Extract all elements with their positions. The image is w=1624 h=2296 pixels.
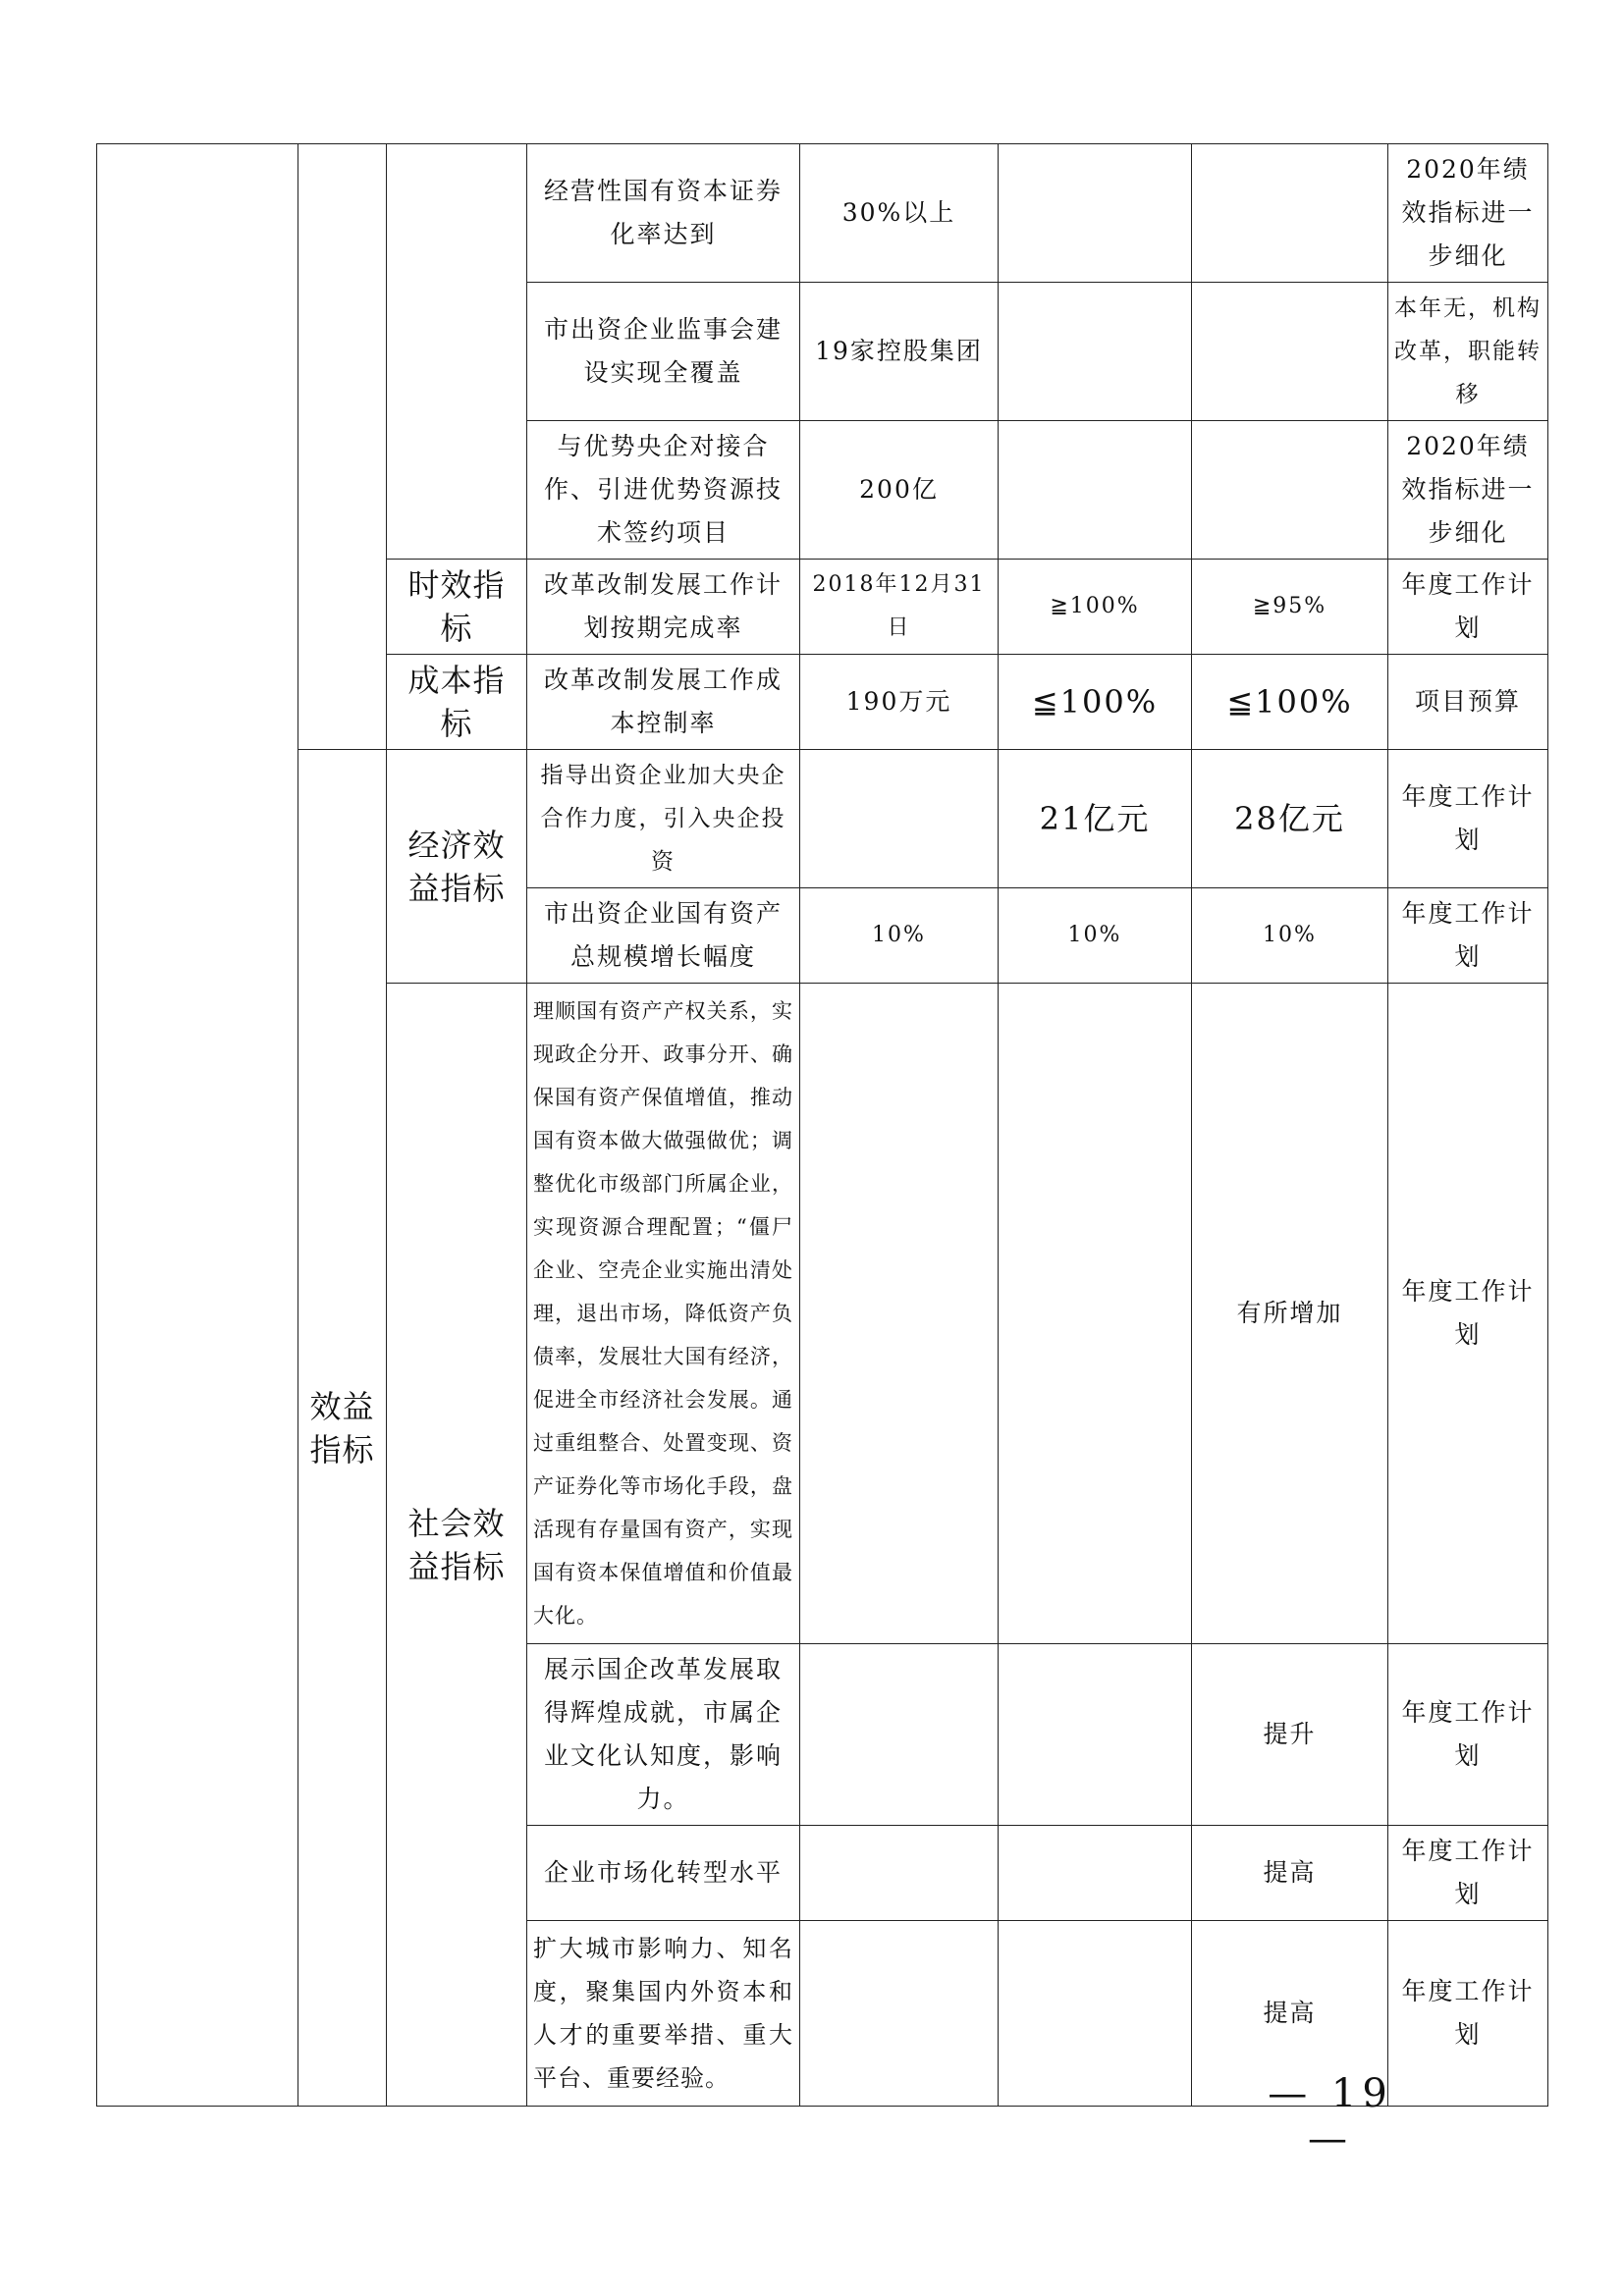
- value-cell: [999, 1921, 1192, 2107]
- target-value-cell: 10%: [800, 888, 999, 984]
- category-label: 时效指标: [387, 560, 527, 655]
- target-value-cell: 190万元: [800, 655, 999, 750]
- note-cell: 年度工作计划: [1388, 1826, 1548, 1921]
- value-cell: [1192, 421, 1388, 560]
- table-row: [97, 750, 1548, 888]
- indicator-cell: 理顺国有资产产权关系，实现政企分开、政事分开、确保国有资产保值增值，推动国有资本做大做强做优；调整优化市级部门所属企业，实现资源合理配置；“僵尸企业、空壳企业实施出清处理，退出市场，降低资产负债率，发展壮大国有经济，促进全市经济社会发展。通过重组整合、处置变现、资产证券化等市场化手段，盘活现有存量国有资产，实现国有资本保值增值和价值最大化。: [527, 984, 800, 1644]
- value-cell: [1192, 283, 1388, 421]
- target-value-cell: 30%以上: [800, 144, 999, 283]
- category-label: 社会效益指标: [387, 984, 527, 2107]
- target-value-cell: [800, 1826, 999, 1921]
- note-cell: 年度工作计划: [1388, 750, 1548, 888]
- value-cell: [999, 984, 1192, 1644]
- category-label: 成本指标: [387, 655, 527, 750]
- value-cell: 提高: [1192, 1826, 1388, 1921]
- blank-column-cell: [97, 144, 298, 2107]
- note-cell: 年度工作计划: [1388, 1921, 1548, 2107]
- target-value-cell: [800, 1921, 999, 2107]
- blank-level1-cell: [298, 144, 387, 750]
- target-value-cell: 19家控股集团: [800, 283, 999, 421]
- target-value-cell: [800, 750, 999, 888]
- indicator-cell: 市出资企业国有资产总规模增长幅度: [527, 888, 800, 984]
- page-number: — 19 —: [1268, 2071, 1393, 2162]
- note-cell: 年度工作计划: [1388, 888, 1548, 984]
- value-cell: 提升: [1192, 1644, 1388, 1826]
- value-cell: 21亿元: [999, 750, 1192, 888]
- value-cell: [999, 144, 1192, 283]
- value-cell: ≦100%: [1192, 655, 1388, 750]
- indicator-cell: 指导出资企业加大央企合作力度，引入央企投资: [527, 750, 800, 888]
- level1-label: 效益指标: [298, 750, 387, 2107]
- value-cell: 有所增加: [1192, 984, 1388, 1644]
- note-cell: 2020年绩效指标进一步细化: [1388, 421, 1548, 560]
- value-cell: [1192, 144, 1388, 283]
- table-row: [97, 144, 1548, 283]
- note-cell: 2020年绩效指标进一步细化: [1388, 144, 1548, 283]
- indicator-cell: 展示国企改革发展取得辉煌成就，市属企业文化认知度，影响力。: [527, 1644, 800, 1826]
- value-cell: ≦100%: [999, 655, 1192, 750]
- indicator-cell: 与优势央企对接合作、引进优势资源技术签约项目: [527, 421, 800, 560]
- blank-category-cell: [387, 144, 527, 560]
- indicator-cell: 扩大城市影响力、知名度，聚集国内外资本和人才的重要举措、重大平台、重要经验。: [527, 1921, 800, 2107]
- value-cell: 提高: [1192, 1921, 1388, 2107]
- value-cell: [999, 1826, 1192, 1921]
- indicator-cell: 企业市场化转型水平: [527, 1826, 800, 1921]
- value-cell: [999, 421, 1192, 560]
- value-cell: ≧100%: [999, 560, 1192, 655]
- indicator-cell: 改革改制发展工作计划按期完成率: [527, 560, 800, 655]
- value-cell: [999, 1644, 1192, 1826]
- target-value-cell: [800, 984, 999, 1644]
- note-cell: 本年无，机构改革，职能转移: [1388, 283, 1548, 421]
- indicator-cell: 市出资企业监事会建设实现全覆盖: [527, 283, 800, 421]
- target-value-cell: 200亿: [800, 421, 999, 560]
- note-cell: 年度工作计划: [1388, 984, 1548, 1644]
- value-cell: ≧95%: [1192, 560, 1388, 655]
- note-cell: 年度工作计划: [1388, 560, 1548, 655]
- target-value-cell: 2018年12月31日: [800, 560, 999, 655]
- indicator-cell: 改革改制发展工作成本控制率: [527, 655, 800, 750]
- note-cell: 项目预算: [1388, 655, 1548, 750]
- value-cell: [999, 283, 1192, 421]
- note-cell: 年度工作计划: [1388, 1644, 1548, 1826]
- indicator-cell: 经营性国有资本证券化率达到: [527, 144, 800, 283]
- category-label: 经济效益指标: [387, 750, 527, 984]
- target-value-cell: [800, 1644, 999, 1826]
- value-cell: 10%: [1192, 888, 1388, 984]
- performance-indicator-table: [96, 143, 1548, 2107]
- value-cell: 10%: [999, 888, 1192, 984]
- value-cell: 28亿元: [1192, 750, 1388, 888]
